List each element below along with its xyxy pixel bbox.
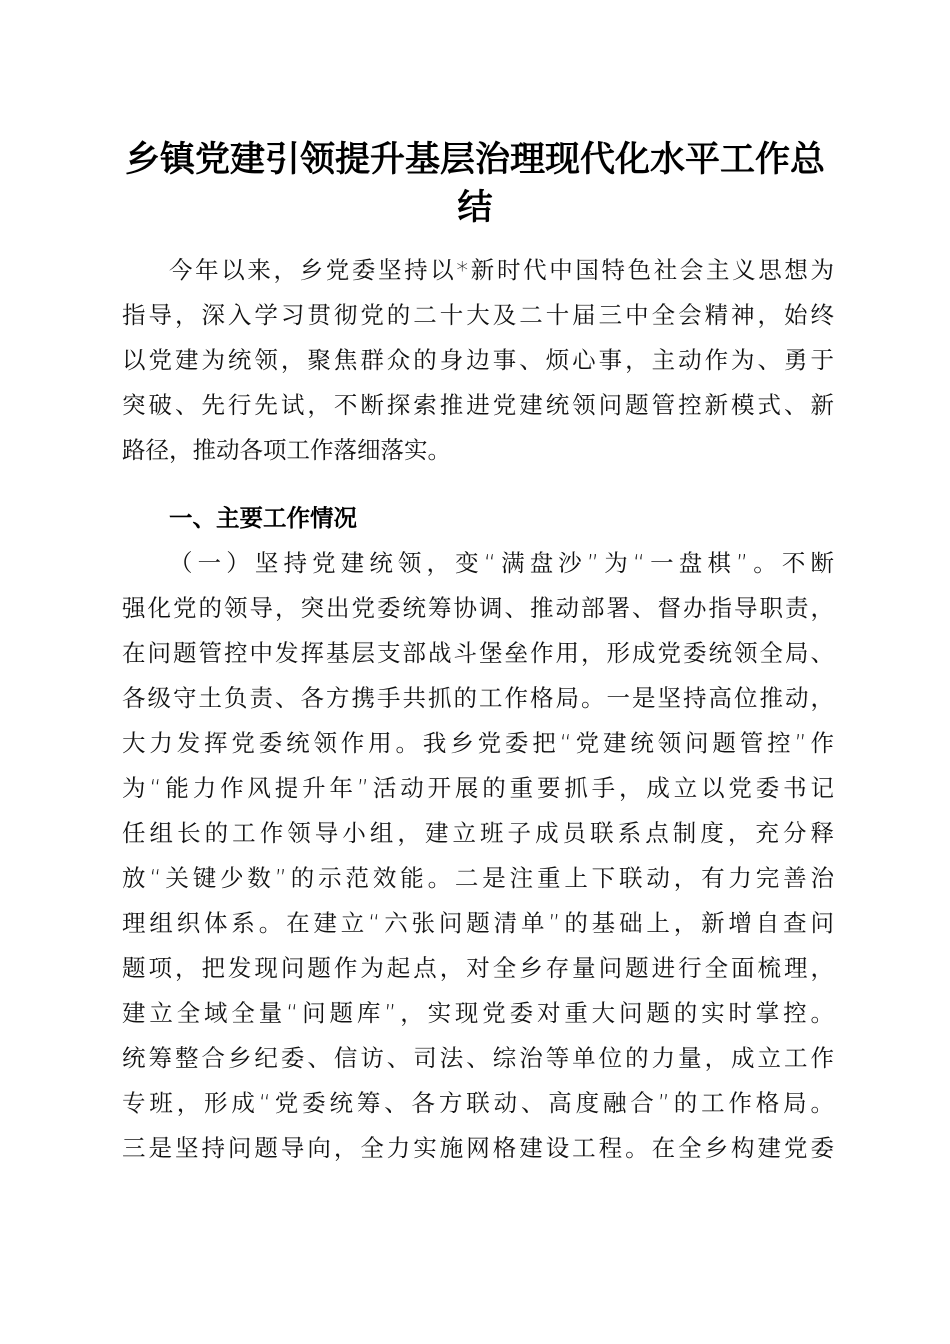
paragraph-line: 指导，深入学习贯彻党的二十大及二十届三中全会精神，始终 <box>122 301 834 329</box>
paragraph-line: 今年以来，乡党委坚持以*新时代中国特色社会主义思想为 <box>169 256 834 284</box>
paragraph-line: 建立全域全量“问题库”，实现党委对重大问题的实时掌控。 <box>122 999 834 1027</box>
paragraph-line: 强化党的领导，突出党委统筹协调、推动部署、督办指导职责， <box>122 594 834 622</box>
paragraph-line: 题项，把发现问题作为起点，对全乡存量问题进行全面梳理， <box>122 954 834 982</box>
paragraph-line: 理组织体系。在建立“六张问题清单”的基础上，新增自查问 <box>122 909 834 937</box>
document-title <box>100 136 850 232</box>
paragraph-line: 以党建为统领，聚焦群众的身边事、烦心事，主动作为、勇于 <box>122 346 834 374</box>
paragraph-line: 为“能力作风提升年”活动开展的重要抓手，成立以党委书记 <box>122 774 834 802</box>
title-line-1: 乡镇党建引领提升基层治理现代化水平工作总 <box>124 139 825 180</box>
paragraph-line: 任组长的工作领导小组，建立班子成员联系点制度，充分释 <box>122 819 834 847</box>
paragraph-line: （一）坚持党建统领，变“满盘沙”为“一盘棋”。不断 <box>169 549 834 577</box>
section-heading: 一、主要工作情况 <box>169 504 357 532</box>
paragraph-line: 路径，推动各项工作落细落实。 <box>122 436 451 464</box>
paragraph-line: 突破、先行先试，不断探索推进党建统领问题管控新模式、新 <box>122 391 834 419</box>
title-line-2: 结 <box>457 187 493 228</box>
paragraph-line: 专班，形成“党委统筹、各方联动、高度融合”的工作格局。 <box>122 1089 834 1117</box>
paragraph-line: 大力发挥党委统领作用。我乡党委把“党建统领问题管控”作 <box>122 729 834 757</box>
paragraph-line: 在问题管控中发挥基层支部战斗堡垒作用，形成党委统领全局、 <box>122 639 834 667</box>
paragraph-line: 统筹整合乡纪委、信访、司法、综治等单位的力量，成立工作 <box>122 1044 834 1072</box>
paragraph-line: 三是坚持问题导向，全力实施网格建设工程。在全乡构建党委 <box>122 1134 834 1162</box>
paragraph-line: 各级守土负责、各方携手共抓的工作格局。一是坚持高位推动， <box>122 684 834 712</box>
paragraph-line: 放“关键少数”的示范效能。二是注重上下联动，有力完善治 <box>122 864 834 892</box>
